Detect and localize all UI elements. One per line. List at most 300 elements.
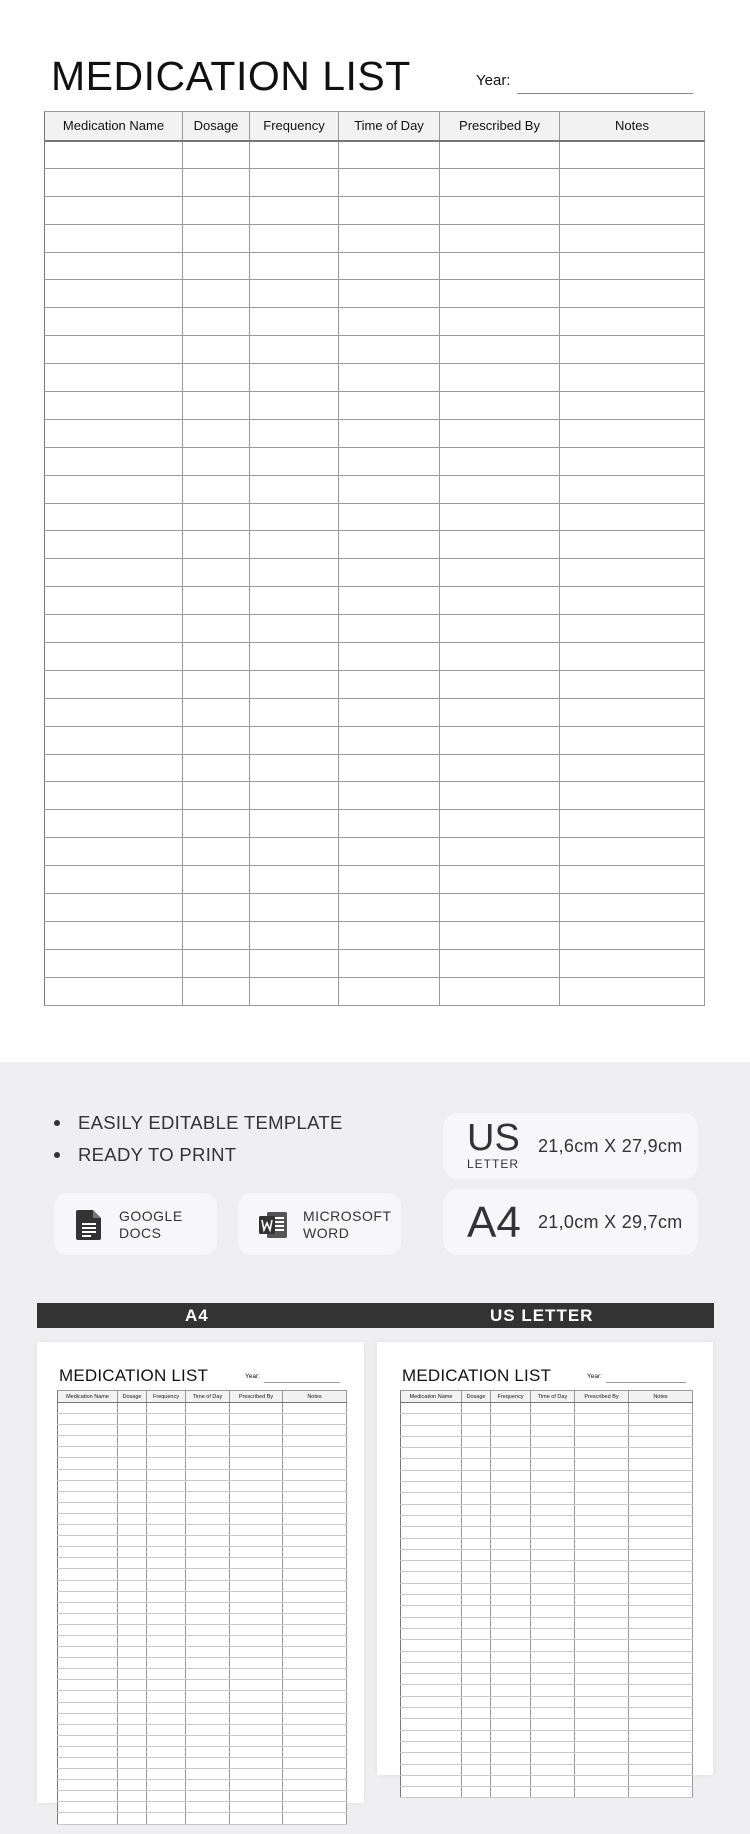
table-cell[interactable] [560, 615, 705, 643]
table-cell[interactable] [560, 503, 705, 531]
table-cell[interactable] [45, 670, 183, 698]
table-cell[interactable] [250, 224, 339, 252]
table-cell [531, 1425, 575, 1436]
table-cell[interactable] [339, 894, 440, 922]
table-cell [58, 1735, 118, 1746]
table-cell[interactable] [45, 141, 183, 169]
table-cell [58, 1491, 118, 1502]
table-cell [575, 1617, 629, 1628]
table-cell [575, 1425, 629, 1436]
table-cell[interactable] [45, 559, 183, 587]
table-cell[interactable] [440, 447, 560, 475]
table-cell[interactable] [440, 587, 560, 615]
table-cell [629, 1527, 693, 1538]
table-cell [186, 1724, 230, 1735]
table-cell [575, 1561, 629, 1572]
table-cell[interactable] [560, 392, 705, 420]
table-cell[interactable] [440, 364, 560, 392]
table-cell [629, 1538, 693, 1549]
table-cell [186, 1513, 230, 1524]
table-cell [118, 1647, 147, 1658]
table-cell [58, 1635, 118, 1646]
table-cell[interactable] [45, 196, 183, 224]
table-cell [491, 1504, 531, 1515]
table-cell [147, 1447, 186, 1458]
table-cell[interactable] [440, 754, 560, 782]
table-row [45, 726, 705, 754]
table-cell [531, 1617, 575, 1628]
table-cell [575, 1606, 629, 1617]
table-cell[interactable] [183, 308, 250, 336]
table-cell[interactable] [183, 392, 250, 420]
preview-table [400, 1390, 693, 1798]
table-cell[interactable] [45, 615, 183, 643]
table-cell[interactable] [560, 643, 705, 671]
table-row [401, 1708, 693, 1719]
table-cell[interactable] [440, 949, 560, 977]
table-cell[interactable] [45, 336, 183, 364]
table-cell[interactable] [560, 531, 705, 559]
table-cell[interactable] [250, 866, 339, 894]
table-cell[interactable] [560, 587, 705, 615]
table-cell[interactable] [183, 364, 250, 392]
table-cell[interactable] [250, 615, 339, 643]
table-cell[interactable] [183, 949, 250, 977]
table-cell[interactable] [183, 475, 250, 503]
table-cell[interactable] [339, 252, 440, 280]
table-cell [491, 1787, 531, 1798]
table-cell[interactable] [250, 531, 339, 559]
table-cell[interactable] [250, 419, 339, 447]
table-cell[interactable] [183, 196, 250, 224]
table-cell [283, 1791, 347, 1802]
table-cell[interactable] [339, 419, 440, 447]
table-cell[interactable] [250, 643, 339, 671]
table-cell[interactable] [45, 921, 183, 949]
table-cell[interactable] [45, 949, 183, 977]
table-cell [575, 1549, 629, 1560]
table-cell[interactable] [339, 559, 440, 587]
table-cell[interactable] [440, 643, 560, 671]
table-cell [147, 1624, 186, 1635]
table-cell[interactable] [250, 196, 339, 224]
table-cell[interactable] [250, 587, 339, 615]
table-cell[interactable] [339, 949, 440, 977]
table-cell[interactable] [440, 559, 560, 587]
table-row [401, 1414, 693, 1425]
table-cell [230, 1769, 283, 1780]
table-cell[interactable] [183, 838, 250, 866]
column-header: Frequency [250, 112, 339, 141]
table-row [45, 308, 705, 336]
table-cell [118, 1525, 147, 1536]
table-cell[interactable] [339, 224, 440, 252]
table-cell[interactable] [440, 894, 560, 922]
table-cell[interactable] [183, 280, 250, 308]
table-cell[interactable] [440, 475, 560, 503]
column-header: Prescribed By [230, 1391, 283, 1403]
table-cell[interactable] [560, 782, 705, 810]
table-cell[interactable] [339, 308, 440, 336]
table-cell[interactable] [250, 921, 339, 949]
table-cell [462, 1515, 491, 1526]
table-cell[interactable] [45, 698, 183, 726]
table-cell[interactable] [440, 224, 560, 252]
table-cell[interactable] [560, 559, 705, 587]
table-cell[interactable] [250, 977, 339, 1005]
app-label-line: MICROSOFT [303, 1208, 392, 1224]
table-row [401, 1674, 693, 1685]
table-cell [186, 1813, 230, 1824]
table-cell [491, 1414, 531, 1425]
column-header: Notes [283, 1391, 347, 1403]
year-input-line[interactable] [517, 93, 693, 94]
table-cell [58, 1602, 118, 1613]
table-cell[interactable] [339, 615, 440, 643]
table-cell [575, 1572, 629, 1583]
table-cell[interactable] [250, 782, 339, 810]
table-cell[interactable] [560, 670, 705, 698]
table-cell[interactable] [339, 168, 440, 196]
table-cell[interactable] [45, 587, 183, 615]
table-cell [462, 1493, 491, 1504]
table-cell[interactable] [45, 894, 183, 922]
table-cell[interactable] [45, 531, 183, 559]
table-cell[interactable] [339, 782, 440, 810]
table-cell[interactable] [560, 336, 705, 364]
table-cell[interactable] [250, 447, 339, 475]
table-cell[interactable] [250, 280, 339, 308]
table-cell[interactable] [560, 838, 705, 866]
table-cell [118, 1480, 147, 1491]
table-cell[interactable] [560, 698, 705, 726]
table-cell [491, 1651, 531, 1662]
table-cell[interactable] [339, 392, 440, 420]
table-cell[interactable] [560, 141, 705, 169]
table-cell [629, 1595, 693, 1606]
table-cell[interactable] [250, 754, 339, 782]
table-cell[interactable] [560, 364, 705, 392]
table-cell[interactable] [560, 447, 705, 475]
table-cell [283, 1613, 347, 1624]
table-cell[interactable] [560, 419, 705, 447]
table-cell[interactable] [250, 670, 339, 698]
table-cell [531, 1708, 575, 1719]
table-cell[interactable] [250, 308, 339, 336]
table-cell[interactable] [183, 531, 250, 559]
table-cell [531, 1719, 575, 1730]
table-cell [118, 1758, 147, 1769]
table-cell [186, 1769, 230, 1780]
table-cell [186, 1602, 230, 1613]
table-cell[interactable] [183, 141, 250, 169]
table-cell[interactable] [45, 392, 183, 420]
table-cell[interactable] [250, 168, 339, 196]
table-cell[interactable] [183, 587, 250, 615]
table-cell[interactable] [440, 977, 560, 1005]
table-row [58, 1513, 347, 1524]
table-cell [58, 1769, 118, 1780]
table-cell [283, 1536, 347, 1547]
table-cell[interactable] [440, 419, 560, 447]
table-cell[interactable] [45, 475, 183, 503]
table-row [58, 1813, 347, 1824]
table-cell[interactable] [339, 866, 440, 894]
table-cell[interactable] [339, 447, 440, 475]
table-cell[interactable] [440, 531, 560, 559]
table-cell[interactable] [250, 503, 339, 531]
table-cell [283, 1669, 347, 1680]
year-label: Year: [476, 72, 511, 89]
table-cell[interactable] [250, 894, 339, 922]
table-cell [230, 1791, 283, 1802]
table-cell[interactable] [440, 392, 560, 420]
table-cell [531, 1538, 575, 1549]
table-cell [186, 1469, 230, 1480]
table-cell [401, 1640, 462, 1651]
table-cell[interactable] [183, 670, 250, 698]
table-cell[interactable] [339, 141, 440, 169]
table-cell[interactable] [560, 726, 705, 754]
table-cell[interactable] [183, 726, 250, 754]
table-cell[interactable] [45, 252, 183, 280]
table-cell [531, 1583, 575, 1594]
table-cell[interactable] [45, 168, 183, 196]
table-cell [401, 1696, 462, 1707]
table-cell [147, 1758, 186, 1769]
table-cell [401, 1572, 462, 1583]
table-cell [118, 1547, 147, 1558]
table-cell[interactable] [339, 754, 440, 782]
table-cell[interactable] [440, 782, 560, 810]
table-cell [462, 1482, 491, 1493]
table-cell[interactable] [183, 866, 250, 894]
table-cell [575, 1708, 629, 1719]
table-cell[interactable] [250, 392, 339, 420]
table-cell [186, 1480, 230, 1491]
table-cell [230, 1525, 283, 1536]
table-cell[interactable] [339, 977, 440, 1005]
table-row [45, 364, 705, 392]
table-cell[interactable] [45, 364, 183, 392]
table-cell [462, 1730, 491, 1741]
table-cell [118, 1802, 147, 1813]
table-cell[interactable] [183, 615, 250, 643]
table-cell[interactable] [250, 475, 339, 503]
table-cell[interactable] [560, 894, 705, 922]
table-cell[interactable] [560, 224, 705, 252]
table-cell [283, 1591, 347, 1602]
table-cell [147, 1735, 186, 1746]
table-cell[interactable] [250, 949, 339, 977]
table-cell[interactable] [440, 168, 560, 196]
table-cell[interactable] [45, 447, 183, 475]
table-cell[interactable] [339, 726, 440, 754]
table-cell[interactable] [45, 838, 183, 866]
table-cell [147, 1613, 186, 1624]
table-cell [491, 1595, 531, 1606]
table-cell[interactable] [45, 308, 183, 336]
table-cell[interactable] [339, 838, 440, 866]
table-cell[interactable] [339, 810, 440, 838]
table-cell[interactable] [440, 308, 560, 336]
table-cell[interactable] [183, 503, 250, 531]
table-cell[interactable] [45, 977, 183, 1005]
table-cell[interactable] [560, 475, 705, 503]
table-cell [230, 1414, 283, 1425]
table-row [45, 782, 705, 810]
table-cell[interactable] [250, 252, 339, 280]
table-row [401, 1470, 693, 1481]
table-cell[interactable] [339, 531, 440, 559]
table-cell[interactable] [45, 754, 183, 782]
table-cell[interactable] [183, 559, 250, 587]
table-cell [629, 1606, 693, 1617]
table-row [58, 1613, 347, 1624]
table-cell [401, 1753, 462, 1764]
table-cell[interactable] [440, 921, 560, 949]
table-cell[interactable] [339, 503, 440, 531]
table-cell[interactable] [440, 726, 560, 754]
table-cell[interactable] [183, 754, 250, 782]
table-cell[interactable] [45, 280, 183, 308]
table-cell [186, 1558, 230, 1569]
table-cell[interactable] [560, 810, 705, 838]
table-cell[interactable] [183, 977, 250, 1005]
table-cell[interactable] [250, 364, 339, 392]
table-cell[interactable] [560, 196, 705, 224]
table-row [45, 531, 705, 559]
table-cell [118, 1791, 147, 1802]
table-cell[interactable] [183, 224, 250, 252]
table-cell [283, 1436, 347, 1447]
table-cell [58, 1702, 118, 1713]
table-cell[interactable] [560, 280, 705, 308]
table-cell[interactable] [440, 252, 560, 280]
table-cell[interactable] [560, 308, 705, 336]
table-cell[interactable] [250, 141, 339, 169]
table-cell[interactable] [560, 252, 705, 280]
table-cell[interactable] [183, 921, 250, 949]
table-cell [58, 1513, 118, 1524]
table-cell[interactable] [45, 782, 183, 810]
table-cell[interactable] [45, 726, 183, 754]
table-cell[interactable] [560, 866, 705, 894]
table-cell[interactable] [560, 754, 705, 782]
table-cell [147, 1746, 186, 1757]
table-cell[interactable] [339, 587, 440, 615]
table-cell[interactable] [339, 196, 440, 224]
table-cell [401, 1549, 462, 1560]
table-cell[interactable] [45, 810, 183, 838]
table-row [45, 475, 705, 503]
table-cell[interactable] [339, 643, 440, 671]
table-row [45, 336, 705, 364]
table-cell[interactable] [183, 810, 250, 838]
table-cell[interactable] [560, 977, 705, 1005]
table-cell[interactable] [183, 894, 250, 922]
table-cell[interactable] [339, 475, 440, 503]
column-header: Time of Day [186, 1391, 230, 1403]
table-cell[interactable] [440, 280, 560, 308]
table-cell[interactable] [339, 670, 440, 698]
table-cell[interactable] [250, 810, 339, 838]
table-cell[interactable] [45, 503, 183, 531]
table-cell[interactable] [250, 726, 339, 754]
table-cell[interactable] [440, 838, 560, 866]
table-cell [118, 1403, 147, 1414]
table-cell[interactable] [250, 698, 339, 726]
table-cell[interactable] [440, 196, 560, 224]
us-letter-size-card [442, 1112, 699, 1180]
table-cell [491, 1628, 531, 1639]
table-row [58, 1469, 347, 1480]
table-row [45, 141, 705, 169]
table-cell[interactable] [183, 782, 250, 810]
table-cell[interactable] [183, 643, 250, 671]
table-cell[interactable] [339, 336, 440, 364]
table-cell[interactable] [560, 921, 705, 949]
table-cell[interactable] [560, 949, 705, 977]
table-cell[interactable] [339, 280, 440, 308]
table-cell[interactable] [183, 252, 250, 280]
table-cell[interactable] [560, 168, 705, 196]
table-cell [283, 1735, 347, 1746]
table-cell[interactable] [440, 866, 560, 894]
table-cell[interactable] [250, 336, 339, 364]
table-cell[interactable] [45, 866, 183, 894]
table-cell[interactable] [250, 838, 339, 866]
table-cell[interactable] [440, 810, 560, 838]
table-cell[interactable] [339, 364, 440, 392]
table-cell[interactable] [440, 670, 560, 698]
table-cell[interactable] [45, 224, 183, 252]
table-cell[interactable] [45, 643, 183, 671]
table-cell[interactable] [45, 419, 183, 447]
table-cell [118, 1447, 147, 1458]
table-row [45, 894, 705, 922]
table-cell [58, 1791, 118, 1802]
table-cell [283, 1469, 347, 1480]
table-cell[interactable] [183, 168, 250, 196]
table-cell [491, 1482, 531, 1493]
table-cell[interactable] [339, 921, 440, 949]
table-cell[interactable] [440, 141, 560, 169]
table-cell[interactable] [440, 615, 560, 643]
table-cell[interactable] [250, 559, 339, 587]
table-cell[interactable] [440, 503, 560, 531]
table-row [58, 1558, 347, 1569]
table-cell [58, 1447, 118, 1458]
table-cell[interactable] [440, 698, 560, 726]
medication-table [44, 111, 705, 1006]
table-cell [147, 1580, 186, 1591]
table-cell [629, 1583, 693, 1594]
table-row [58, 1658, 347, 1669]
table-cell[interactable] [183, 698, 250, 726]
table-cell[interactable] [183, 336, 250, 364]
table-cell[interactable] [183, 419, 250, 447]
feature-item: EASILY EDITABLE TEMPLATE [52, 1110, 343, 1142]
table-cell [629, 1730, 693, 1741]
table-cell [230, 1702, 283, 1713]
table-cell[interactable] [440, 336, 560, 364]
table-cell[interactable] [339, 698, 440, 726]
table-cell [118, 1813, 147, 1824]
table-cell[interactable] [183, 447, 250, 475]
table-cell [230, 1658, 283, 1669]
table-cell [283, 1558, 347, 1569]
